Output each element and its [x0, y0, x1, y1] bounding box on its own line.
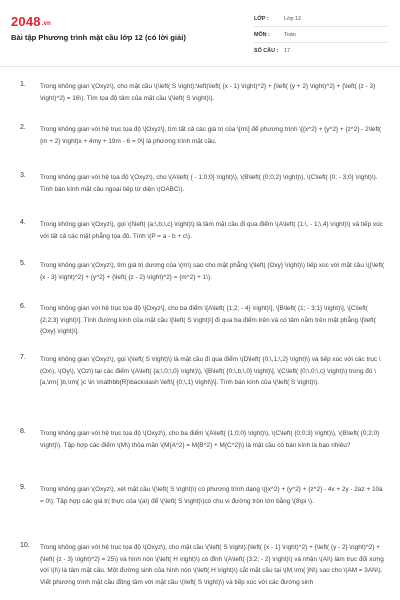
question-text: Trong không gian \(Oxyz\), cho mặt cầu \(\left( S \right):\left(\left( {x - 1} \right)^2} + {\left( {y + 2} \right)^2} + {\left( {z - 3} \right)^2} = 16\). Tìm tọa độ tâm của mặt cầu \(\left( S \right)\). [40, 83, 376, 102]
question-number: 6. [20, 303, 26, 310]
question-number: 10. [20, 542, 30, 549]
meta-label: SỐ CÂU : [254, 47, 279, 54]
meta-value: Toán [284, 31, 296, 38]
meta-label: LỚP : [254, 15, 269, 22]
document-title: Bài tập Phương trình mặt cầu lớp 12 (có lời giải) [11, 33, 186, 42]
question-text: Trong không gian \(Oxyz\), xét mặt cầu \(\left( S \right)\) có phương trình dạng \({x^2} + {y^2} + {z^2} - 4x + 2y - 2az + 10a = 0\). Tập hợp các giá trị thực của \(a\) để \(\left( S \right)\)có chu vi đường tròn lớn bằng \(8\pi \). [40, 486, 383, 505]
question-number: 2. [20, 124, 26, 131]
question-number: 1. [20, 81, 26, 88]
question-text: Trong không gian với hệ trục tọa độ \[Oxyz\], tìm tất cả các giá trị của \[m\] để phương trình \[{x^2} + {y^2} + {z^2} - 2\left( {m + 2} \right)x + 4my + 19m - 6 = 0\] là phương trình mặt cầu. [40, 126, 382, 145]
question-text: Trong không gian với hệ trục tọa độ \(Oxyz\), cho mặt cầu \(\left( S \right):{\left( {x - 1} \right)^2} + {\left( {y - 2} \right)^2} + {\left( {z - 3} \right)^2} = 25\) và hình nón \(\left( H \right)\) có đỉnh \(A\left( {3;2; - 2} \right)\) và nhận \(AI\) làm trục đối xứng với \(I\) là tâm mặt cầu. Một đường sinh của hình nón \(\left( H \right)\) cắt mặt cầu tại \(M,\rm{ }N\) sao cho \(AM = 3AN\). Viết phương trình mặt cầu đồng tâm với mặt cầu \(\left( S \right)\) và tiếp xúc với các đường sinh [40, 544, 384, 586]
question-text: Trong không gian \(Oxyz\), tìm giá trị dương của \(m\) sao cho mặt phẳng \(\left( {Oxy} \right)\) tiếp xúc với mặt cầu \({\left( {x - 3} \right)^2} + {y^2} + {\left( {z - 2} \right)^2} = {m^2} + 1\). [40, 262, 385, 281]
meta-label: MÔN : [254, 31, 270, 38]
meta-row-count [254, 43, 388, 58]
question-number: 9. [20, 484, 26, 491]
question-text: Trong không gian \(Oxyz\), gọi \(I\left( {a;\,b;\,c} \right)\) là tâm mặt cầu đi qua điểm \(A\left( {1;\, - 1;\,4} \right)\) và tiếp xúc với tất cả các mặt phẳng tọa độ. Tính \(P = a - b + c\). [40, 221, 383, 240]
question-text: Trong không gian với hệ tọa độ \(Oxyz\), cho \(A\left( { - 1;0;0} \right)\), \(B\left( {0;0;2} \right)\), \(C\left( {0; - 3;0} \right)\). Tính bán kính mặt cầu ngoại tiếp tứ diện \(OABC\). [40, 174, 378, 193]
meta-value: Lớp 12 [284, 15, 302, 22]
question-number: 5. [20, 260, 26, 267]
question-number: 8. [20, 428, 26, 435]
question-text: Trong không gian \(Oxyz\), gọi \(\left( S \right)\) là mặt cầu đi qua điểm \(D\left( {0;\,1;\,2} \right)\) và tiếp xúc với các trục \(Ox\), \(Oy\), \(Oz\) tại các điểm \(A\left( {a;\,0;\,0} \right)\), \[B\left( {0;\,b;\,0} \right)\], \(C\left( {0;\,0;\,c} \right)\) trong đó \[a,\rm{ }b,\rm{ }c \in \mathbb{R}\backslash \left\{ {0;\,1} \right\}\]. Tính bán kính của \(\left( S \right)\). [40, 356, 381, 387]
question-number: 3. [20, 172, 26, 179]
question-number: 4. [20, 219, 26, 226]
question-text: Trong không gian với hệ trục tọa độ \(Oxyz\), cho ba điểm \(A\left( {1;0;0} \right)\), \(C\left( {0;0;3} \right)\), \(B\left( {0;2;0} \right)\). Tập hợp các điểm \(M\) thỏa mãn \(M{A^2} = M{B^2} + M{C^2}\) là mặt cầu có bán kính là bao nhiêu? [40, 430, 380, 449]
meta-table [254, 11, 388, 58]
logo-main: 2048 [11, 14, 41, 29]
site-logo[interactable] [11, 14, 51, 29]
question-text: Trong không gian với hệ trục tọa độ \[Oxyz\], cho ba điểm \[A\left( {1;2; - 4} \right)\], \[B\left( {1; - 3;1} \right)\], \[C\left( {2;2;3} \right)\]. Tính đường kính của mặt cầu \[\left( S \right)\] đi qua ba điểm trên và có tâm nằm trên mặt phẳng \[\left( {Oxy} \right)\]. [40, 305, 376, 336]
meta-value: 17 [284, 47, 290, 54]
document-header [0, 0, 400, 67]
meta-row-subject [254, 27, 388, 43]
question-number: 7. [20, 354, 26, 361]
meta-row-class [254, 11, 388, 27]
logo-suffix: .vn [41, 21, 52, 27]
